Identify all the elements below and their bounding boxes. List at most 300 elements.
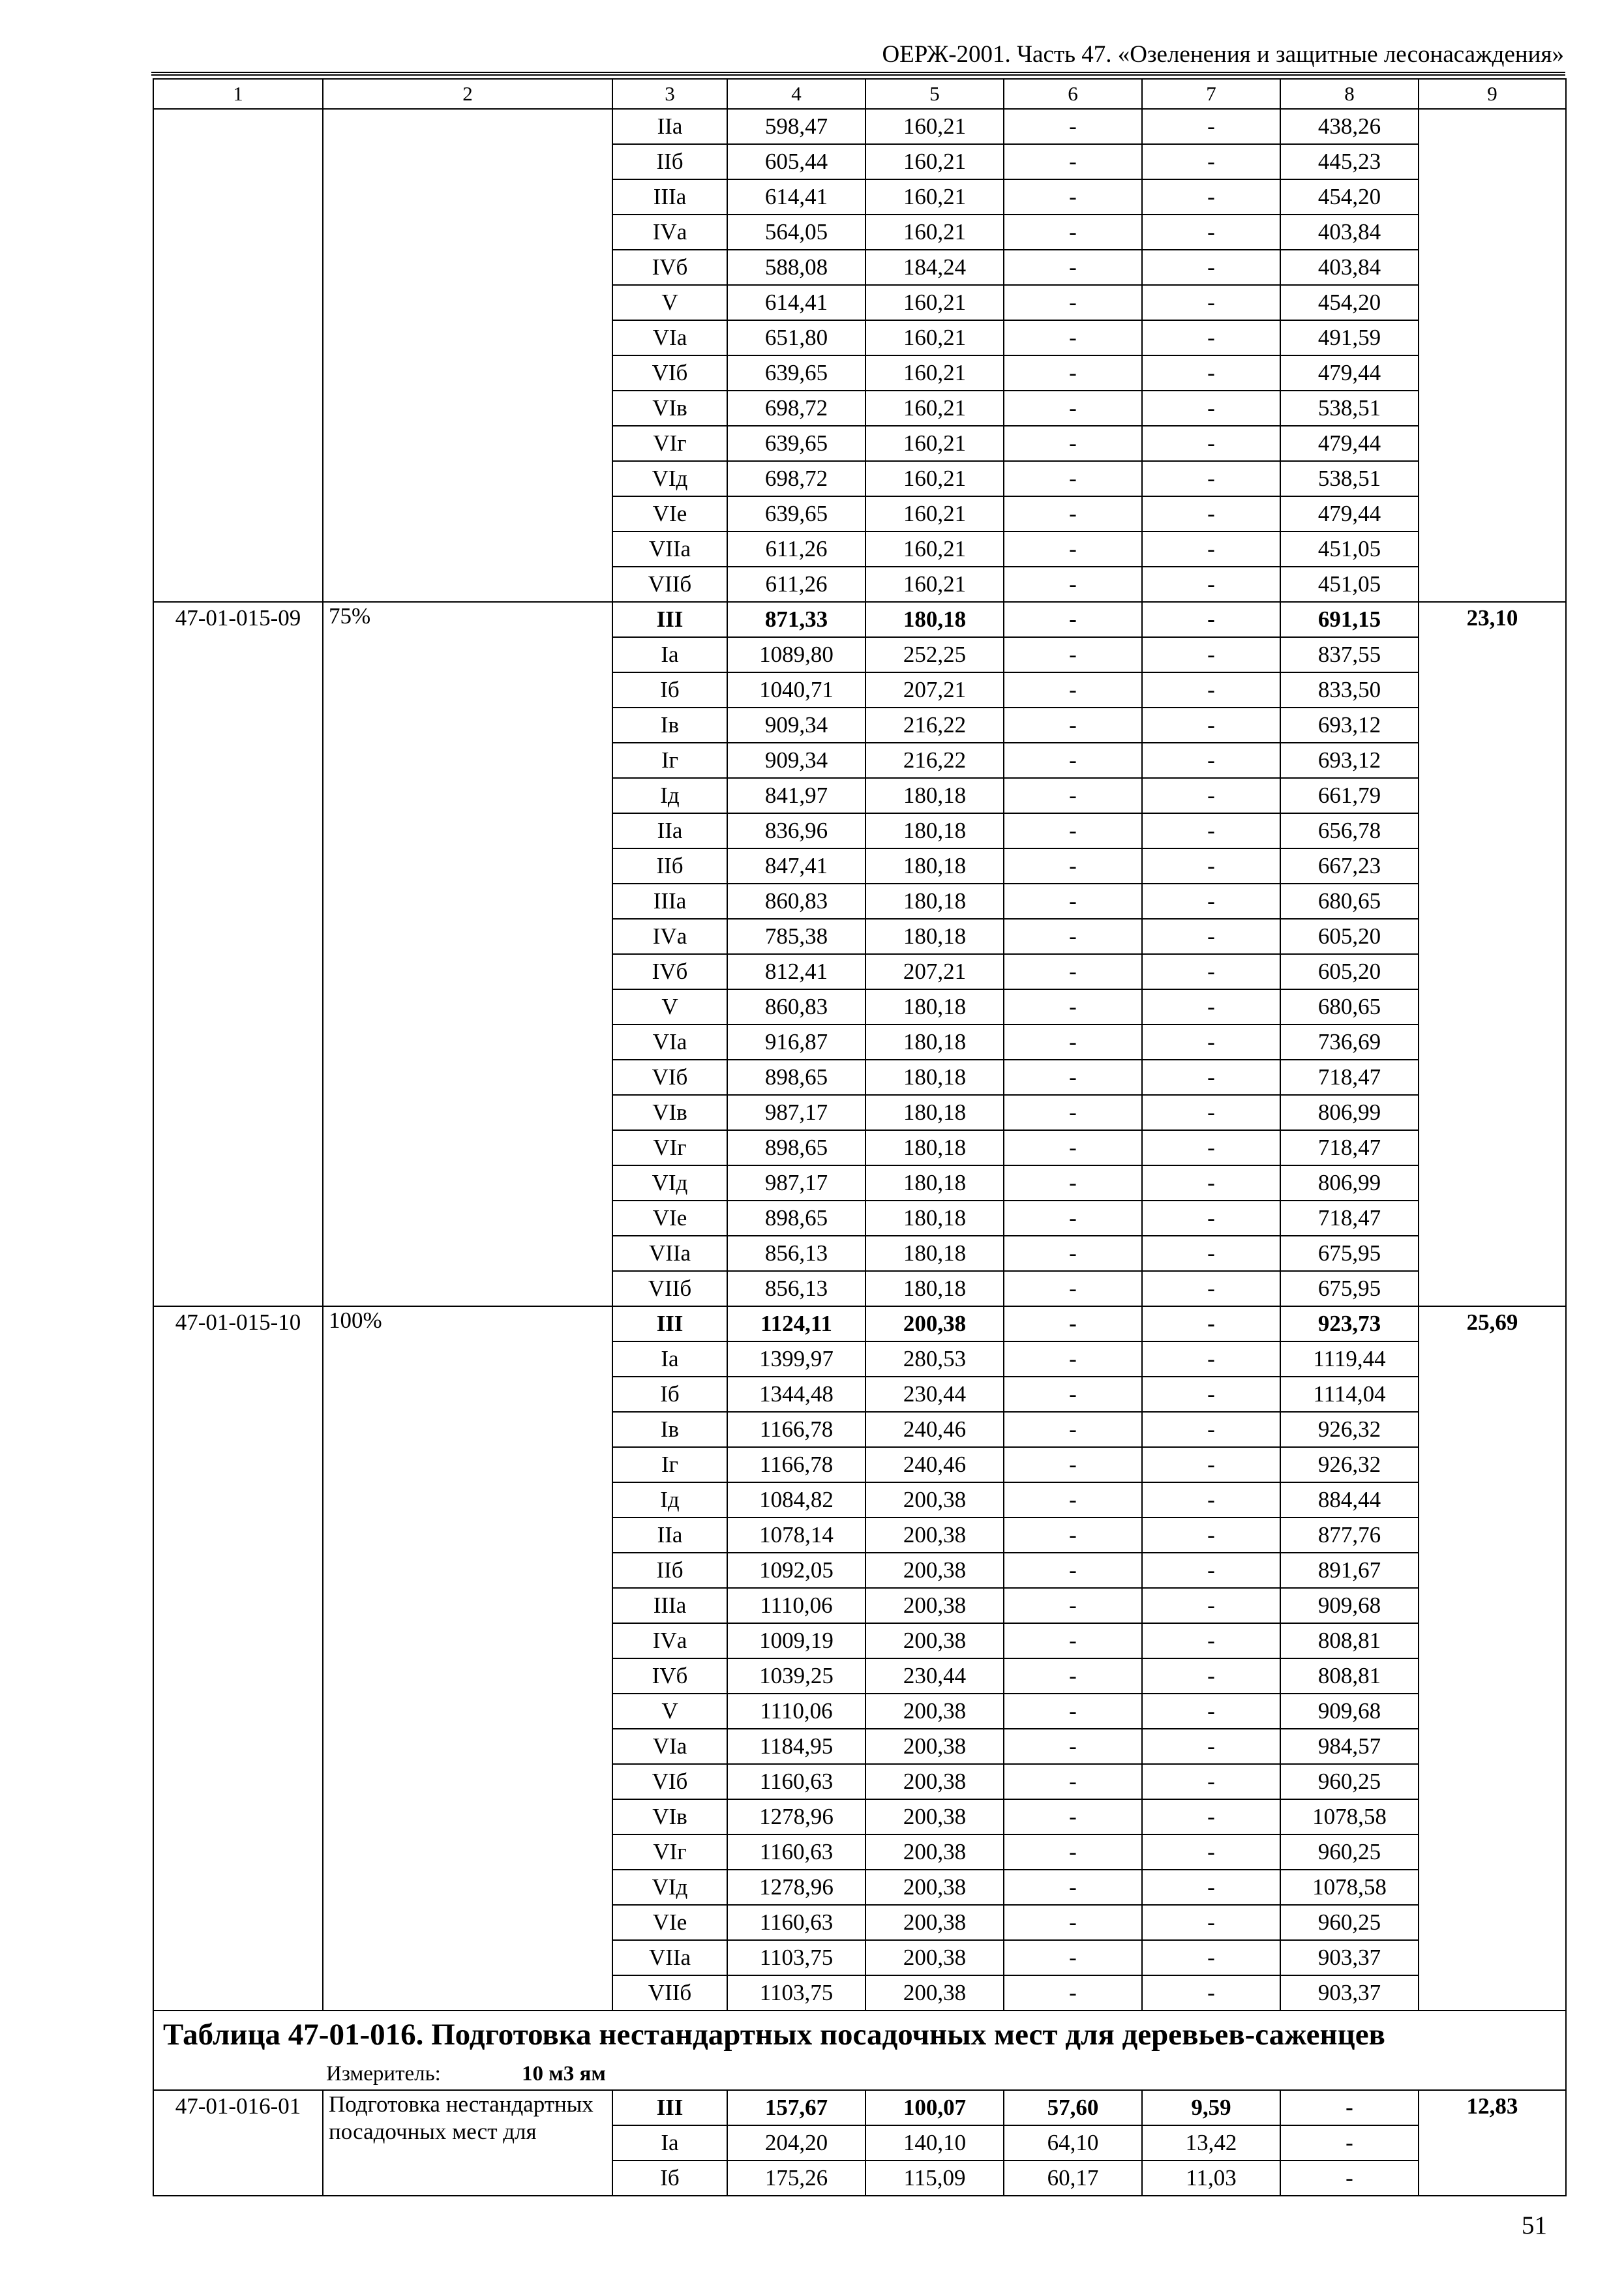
rate-name: Подготовка нестандартных посадочных мест для [323, 2090, 612, 2196]
rates-table [153, 78, 1567, 2196]
cell-col-6: - [1004, 1905, 1142, 1940]
meter-cell [153, 2058, 1566, 2090]
cell-col-7: - [1142, 1447, 1280, 1482]
cell-col-4: 611,26 [727, 567, 865, 602]
cell-col-6: - [1004, 743, 1142, 778]
cell-col-5: 160,21 [865, 285, 1004, 320]
cell-col-8: 445,23 [1280, 144, 1419, 179]
cell-col-6: - [1004, 813, 1142, 848]
cell-col-3: Iв [612, 708, 727, 743]
cell-col-7: - [1142, 637, 1280, 672]
cell-col-4: 841,97 [727, 778, 865, 813]
cell-col-3: VIб [612, 355, 727, 391]
cell-col-7: - [1142, 1518, 1280, 1553]
cell-col-8: 454,20 [1280, 285, 1419, 320]
table-caption: Таблица 47-01-016. Подготовка нестандартных посадочных мест для деревьев-саженцев [153, 2011, 1566, 2058]
cell-col-8: 806,99 [1280, 1165, 1419, 1201]
cell-col-4: 614,41 [727, 285, 865, 320]
cell-col-4: 1344,48 [727, 1377, 865, 1412]
cell-col-3: VIа [612, 1025, 727, 1060]
cell-col-8: 667,23 [1280, 848, 1419, 884]
cell-col-6: - [1004, 1518, 1142, 1553]
cell-col-3: IIб [612, 144, 727, 179]
cell-col-5: 216,22 [865, 708, 1004, 743]
cell-col-8: 808,81 [1280, 1658, 1419, 1694]
cell-col-6: - [1004, 1834, 1142, 1870]
cell-col-4: 1160,63 [727, 1764, 865, 1799]
cell-col-6: - [1004, 1588, 1142, 1623]
cell-col-4: 1089,80 [727, 637, 865, 672]
cell-col-6: - [1004, 391, 1142, 426]
cell-col-4: 204,20 [727, 2125, 865, 2161]
cell-col-8: 960,25 [1280, 1764, 1419, 1799]
cell-col-5: 200,38 [865, 1306, 1004, 1341]
cell-col-5: 200,38 [865, 1975, 1004, 2011]
cell-col-6: - [1004, 1412, 1142, 1447]
cell-col-7: - [1142, 989, 1280, 1025]
cell-col-5: 200,38 [865, 1905, 1004, 1940]
cell-col-8: 680,65 [1280, 884, 1419, 919]
cell-col-3: VIIа [612, 531, 727, 567]
cell-col-4: 898,65 [727, 1201, 865, 1236]
meter-value: 10 м3 ям [522, 2062, 606, 2086]
cell-col-3: Iа [612, 1341, 727, 1377]
cell-col-3: III [612, 602, 727, 637]
cell-col-4: 1040,71 [727, 672, 865, 708]
cell-col-6: - [1004, 426, 1142, 461]
cell-col-4: 909,34 [727, 708, 865, 743]
cell-col-3: VIг [612, 1130, 727, 1165]
cell-col-3: VIб [612, 1060, 727, 1095]
cell-col-7: - [1142, 1553, 1280, 1588]
cell-col-5: 115,09 [865, 2161, 1004, 2196]
cell-col-3: Iб [612, 672, 727, 708]
cell-col-4: 157,67 [727, 2090, 865, 2125]
cell-col-8: 451,05 [1280, 567, 1419, 602]
cell-col-5: 160,21 [865, 179, 1004, 215]
cell-col-7: 13,42 [1142, 2125, 1280, 2161]
cell-col-8: 1119,44 [1280, 1341, 1419, 1377]
cell-col-8: 891,67 [1280, 1553, 1419, 1588]
cell-col-4: 909,34 [727, 743, 865, 778]
column-number: 2 [323, 79, 612, 109]
cell-col-3: VIе [612, 1905, 727, 1940]
cell-col-3: Iб [612, 1377, 727, 1412]
cell-col-3: V [612, 285, 727, 320]
cell-col-8: 903,37 [1280, 1975, 1419, 2011]
cell-col-4: 860,83 [727, 989, 865, 1025]
cell-col-7: - [1142, 743, 1280, 778]
code-cell [153, 109, 323, 602]
cell-col-4: 1078,14 [727, 1518, 865, 1553]
cell-col-3: IIIа [612, 179, 727, 215]
cell-col-6: - [1004, 567, 1142, 602]
cell-col-6: - [1004, 1940, 1142, 1975]
cell-col-6: - [1004, 355, 1142, 391]
cell-col-4: 698,72 [727, 461, 865, 496]
cell-col-4: 1184,95 [727, 1729, 865, 1764]
column-number: 9 [1419, 79, 1566, 109]
cell-col-3: IIIа [612, 1588, 727, 1623]
section-caption-row [153, 2011, 1566, 2058]
cell-col-8: 538,51 [1280, 461, 1419, 496]
cell-col-5: 207,21 [865, 954, 1004, 989]
cell-col-8: 960,25 [1280, 1905, 1419, 1940]
cell-col-5: 180,18 [865, 919, 1004, 954]
cell-col-5: 180,18 [865, 602, 1004, 637]
cell-col-5: 160,21 [865, 496, 1004, 531]
cell-col-3: V [612, 989, 727, 1025]
cell-col-6: - [1004, 1694, 1142, 1729]
cell-col-3: III [612, 2090, 727, 2125]
cell-col-7: - [1142, 320, 1280, 355]
cell-col-7: - [1142, 215, 1280, 250]
cell-col-8: 926,32 [1280, 1412, 1419, 1447]
cell-col-5: 240,46 [865, 1447, 1004, 1482]
cell-col-7: - [1142, 1588, 1280, 1623]
cell-col-8: 833,50 [1280, 672, 1419, 708]
cell-col-7: - [1142, 144, 1280, 179]
cell-col-3: IVб [612, 954, 727, 989]
cell-col-4: 1166,78 [727, 1412, 865, 1447]
cell-col-6: - [1004, 1060, 1142, 1095]
cell-col-6: - [1004, 884, 1142, 919]
cell-col-3: IIб [612, 1553, 727, 1588]
cell-col-4: 1166,78 [727, 1447, 865, 1482]
cell-col-5: 160,21 [865, 109, 1004, 144]
cell-col-7: - [1142, 1905, 1280, 1940]
cell-col-7: - [1142, 708, 1280, 743]
cell-col-7: - [1142, 109, 1280, 144]
cell-col-8: - [1280, 2090, 1419, 2125]
cell-col-6: 64,10 [1004, 2125, 1142, 2161]
cell-col-5: 200,38 [865, 1764, 1004, 1799]
cell-col-4: 614,41 [727, 179, 865, 215]
cell-col-3: VIг [612, 426, 727, 461]
cell-col-7: - [1142, 1306, 1280, 1341]
cell-col-7: - [1142, 602, 1280, 637]
cell-col-3: Iг [612, 743, 727, 778]
cell-col-5: 160,21 [865, 215, 1004, 250]
cell-col-3: VIв [612, 391, 727, 426]
cell-col-4: 639,65 [727, 426, 865, 461]
cell-col-8: 680,65 [1280, 989, 1419, 1025]
cell-col-5: 200,38 [865, 1870, 1004, 1905]
cell-col-6: - [1004, 848, 1142, 884]
cell-col-5: 160,21 [865, 355, 1004, 391]
cell-col-6: - [1004, 1799, 1142, 1834]
cell-col-4: 785,38 [727, 919, 865, 954]
cell-col-3: VIд [612, 1165, 727, 1201]
name-cell [323, 109, 612, 602]
cell-col-8: 909,68 [1280, 1588, 1419, 1623]
cell-col-5: 180,18 [865, 1236, 1004, 1271]
table-row [153, 109, 1566, 144]
column-number: 8 [1280, 79, 1419, 109]
cell-col-6: - [1004, 1764, 1142, 1799]
cell-col-3: VIIа [612, 1940, 727, 1975]
cell-col-6: - [1004, 708, 1142, 743]
cell-col-5: 180,18 [865, 778, 1004, 813]
cell-col-8: 923,73 [1280, 1306, 1419, 1341]
cell-col-3: Iд [612, 778, 727, 813]
cell-col-4: 1399,97 [727, 1341, 865, 1377]
column-number: 3 [612, 79, 727, 109]
column-number: 7 [1142, 79, 1280, 109]
rate-code: 47-01-015-10 [153, 1306, 323, 2011]
cell-col-6: - [1004, 320, 1142, 355]
cell-col-5: 230,44 [865, 1658, 1004, 1694]
cell-col-4: 871,33 [727, 602, 865, 637]
cell-col-7: - [1142, 496, 1280, 531]
cell-col-7: - [1142, 954, 1280, 989]
cell-col-4: 1103,75 [727, 1940, 865, 1975]
cell-col-3: VIа [612, 320, 727, 355]
cell-col-3: V [612, 1694, 727, 1729]
cell-col-8: 403,84 [1280, 215, 1419, 250]
cell-col-6: - [1004, 637, 1142, 672]
cell-col-6: - [1004, 1623, 1142, 1658]
cell-col-4: 1160,63 [727, 1905, 865, 1940]
cell-col-3: VIIа [612, 1236, 727, 1271]
cell-col-6: - [1004, 1975, 1142, 2011]
cell-col-6: - [1004, 1870, 1142, 1905]
cell-col-4: 1110,06 [727, 1588, 865, 1623]
cell-col-3: VIе [612, 496, 727, 531]
cell-col-6: 57,60 [1004, 2090, 1142, 2125]
cell-col-7: - [1142, 1201, 1280, 1236]
cell-col-3: IIIа [612, 884, 727, 919]
cell-col-3: IIа [612, 813, 727, 848]
rate-name: 75% [323, 602, 612, 1306]
cell-col-7: - [1142, 1870, 1280, 1905]
cell-col-8: 538,51 [1280, 391, 1419, 426]
cell-col-5: 160,21 [865, 461, 1004, 496]
cell-col-6: - [1004, 1306, 1142, 1341]
cell-col-6: 60,17 [1004, 2161, 1142, 2196]
cell-col-5: 180,18 [865, 1271, 1004, 1306]
table-row [153, 602, 1566, 637]
column-number-row [153, 79, 1566, 109]
page-number: 51 [1522, 2211, 1547, 2239]
cell-col-3: Iд [612, 1482, 727, 1518]
cell-col-3: IIб [612, 848, 727, 884]
cell-col-7: - [1142, 1799, 1280, 1834]
cell-col-5: 180,18 [865, 1165, 1004, 1201]
table-row [153, 2090, 1566, 2125]
cell-col-6: - [1004, 461, 1142, 496]
cell-col-5: 180,18 [865, 813, 1004, 848]
cell-col-8: 691,15 [1280, 602, 1419, 637]
cell-col-3: Iа [612, 2125, 727, 2161]
cell-col-4: 847,41 [727, 848, 865, 884]
cell-col-5: 180,18 [865, 1060, 1004, 1095]
cell-col-7: - [1142, 1764, 1280, 1799]
cell-col-6: - [1004, 1165, 1142, 1201]
cell-col-4: 1009,19 [727, 1623, 865, 1658]
cell-col-6: - [1004, 215, 1142, 250]
cell-col-4: 175,26 [727, 2161, 865, 2196]
cell-col-5: 200,38 [865, 1729, 1004, 1764]
meter-label: Измеритель: [326, 2062, 441, 2086]
cell-col-8: 479,44 [1280, 355, 1419, 391]
cell-col-4: 987,17 [727, 1095, 865, 1130]
cell-col-8: 675,95 [1280, 1236, 1419, 1271]
cell-col-8: 656,78 [1280, 813, 1419, 848]
cell-col-3: IVа [612, 1623, 727, 1658]
cell-col-4: 1278,96 [727, 1870, 865, 1905]
cell-col-8: 1078,58 [1280, 1870, 1419, 1905]
cell-col-6: - [1004, 602, 1142, 637]
cell-col-6: - [1004, 919, 1142, 954]
cell-col-5: 180,18 [865, 989, 1004, 1025]
cell-col-7: - [1142, 884, 1280, 919]
cell-col-8: 718,47 [1280, 1201, 1419, 1236]
cell-col-8: 903,37 [1280, 1940, 1419, 1975]
cell-col-3: VIIб [612, 1975, 727, 2011]
cell-col-5: 100,07 [865, 2090, 1004, 2125]
cell-col-8: 1078,58 [1280, 1799, 1419, 1834]
cell-col-3: III [612, 1306, 727, 1341]
cell-col-6: - [1004, 989, 1142, 1025]
cell-col-3: VIг [612, 1834, 727, 1870]
cell-col-8: 960,25 [1280, 1834, 1419, 1870]
cell-col-8: 491,59 [1280, 320, 1419, 355]
cell-col-5: 280,53 [865, 1341, 1004, 1377]
cell-col-4: 651,80 [727, 320, 865, 355]
cell-col-7: - [1142, 1975, 1280, 2011]
cell-col-7: - [1142, 848, 1280, 884]
cell-col-8: 884,44 [1280, 1482, 1419, 1518]
cell-col-4: 836,96 [727, 813, 865, 848]
cell-col-6: - [1004, 1025, 1142, 1060]
cell-col-7: - [1142, 1060, 1280, 1095]
rate-code: 47-01-016-01 [153, 2090, 323, 2196]
cell-col-6: - [1004, 1095, 1142, 1130]
cell-col-6: - [1004, 672, 1142, 708]
cell-col-7: - [1142, 919, 1280, 954]
cell-col-8: 736,69 [1280, 1025, 1419, 1060]
cell-col-8: 693,12 [1280, 743, 1419, 778]
cell-col-7: - [1142, 1095, 1280, 1130]
cell-col-4: 1110,06 [727, 1694, 865, 1729]
hours-cell [1419, 109, 1566, 602]
cell-col-8: 661,79 [1280, 778, 1419, 813]
cell-col-5: 200,38 [865, 1799, 1004, 1834]
cell-col-5: 200,38 [865, 1940, 1004, 1975]
cell-col-4: 611,26 [727, 531, 865, 567]
header-double-rule [151, 72, 1565, 76]
cell-col-7: - [1142, 1341, 1280, 1377]
cell-col-5: 180,18 [865, 1201, 1004, 1236]
cell-col-8: 451,05 [1280, 531, 1419, 567]
cell-col-6: - [1004, 1658, 1142, 1694]
cell-col-5: 207,21 [865, 672, 1004, 708]
cell-col-3: VIв [612, 1799, 727, 1834]
cell-col-4: 898,65 [727, 1130, 865, 1165]
cell-col-5: 200,38 [865, 1623, 1004, 1658]
cell-col-4: 639,65 [727, 355, 865, 391]
cell-col-6: - [1004, 954, 1142, 989]
cell-col-6: - [1004, 1377, 1142, 1412]
cell-col-5: 200,38 [865, 1588, 1004, 1623]
cell-col-4: 639,65 [727, 496, 865, 531]
cell-col-4: 1103,75 [727, 1975, 865, 2011]
cell-col-8: 718,47 [1280, 1130, 1419, 1165]
cell-col-3: VIв [612, 1095, 727, 1130]
cell-col-8: 605,20 [1280, 954, 1419, 989]
cell-col-3: Iг [612, 1447, 727, 1482]
cell-col-5: 180,18 [865, 848, 1004, 884]
cell-col-6: - [1004, 1482, 1142, 1518]
cell-col-7: - [1142, 285, 1280, 320]
cell-col-7: - [1142, 1130, 1280, 1165]
cell-col-8: 1114,04 [1280, 1377, 1419, 1412]
cell-col-7: - [1142, 531, 1280, 567]
column-number: 4 [727, 79, 865, 109]
cell-col-4: 916,87 [727, 1025, 865, 1060]
cell-col-5: 200,38 [865, 1553, 1004, 1588]
cell-col-4: 1084,82 [727, 1482, 865, 1518]
cell-col-7: - [1142, 1834, 1280, 1870]
cell-col-4: 898,65 [727, 1060, 865, 1095]
cell-col-8: 837,55 [1280, 637, 1419, 672]
cell-col-5: 160,21 [865, 531, 1004, 567]
cell-col-7: - [1142, 461, 1280, 496]
cell-col-5: 200,38 [865, 1518, 1004, 1553]
cell-col-6: - [1004, 778, 1142, 813]
cell-col-6: - [1004, 531, 1142, 567]
cell-col-6: - [1004, 1447, 1142, 1482]
cell-col-3: VIе [612, 1201, 727, 1236]
cell-col-3: VIб [612, 1764, 727, 1799]
cell-col-6: - [1004, 1236, 1142, 1271]
cell-col-5: 200,38 [865, 1482, 1004, 1518]
cell-col-4: 1160,63 [727, 1834, 865, 1870]
cell-col-3: IVа [612, 215, 727, 250]
column-number: 1 [153, 79, 323, 109]
cell-col-7: - [1142, 778, 1280, 813]
cell-col-5: 184,24 [865, 250, 1004, 285]
cell-col-3: IVб [612, 250, 727, 285]
cell-col-5: 180,18 [865, 1025, 1004, 1060]
cell-col-7: - [1142, 1025, 1280, 1060]
cell-col-8: 675,95 [1280, 1271, 1419, 1306]
cell-col-6: - [1004, 1201, 1142, 1236]
cell-col-5: 180,18 [865, 1095, 1004, 1130]
cell-col-5: 160,21 [865, 426, 1004, 461]
cell-col-6: - [1004, 1271, 1142, 1306]
cell-col-7: - [1142, 1377, 1280, 1412]
cell-col-7: - [1142, 1623, 1280, 1658]
cell-col-5: 200,38 [865, 1834, 1004, 1870]
cell-col-8: 605,20 [1280, 919, 1419, 954]
cell-col-5: 216,22 [865, 743, 1004, 778]
cell-col-5: 160,21 [865, 144, 1004, 179]
cell-col-7: - [1142, 1729, 1280, 1764]
cell-col-4: 698,72 [727, 391, 865, 426]
cell-col-7: 11,03 [1142, 2161, 1280, 2196]
column-number: 6 [1004, 79, 1142, 109]
cell-col-6: - [1004, 1729, 1142, 1764]
labor-hours: 23,10 [1419, 602, 1566, 1306]
cell-col-5: 200,38 [865, 1694, 1004, 1729]
table-row [153, 1306, 1566, 1341]
cell-col-8: 454,20 [1280, 179, 1419, 215]
cell-col-4: 860,83 [727, 884, 865, 919]
cell-col-3: Iв [612, 1412, 727, 1447]
cell-col-7: - [1142, 1940, 1280, 1975]
